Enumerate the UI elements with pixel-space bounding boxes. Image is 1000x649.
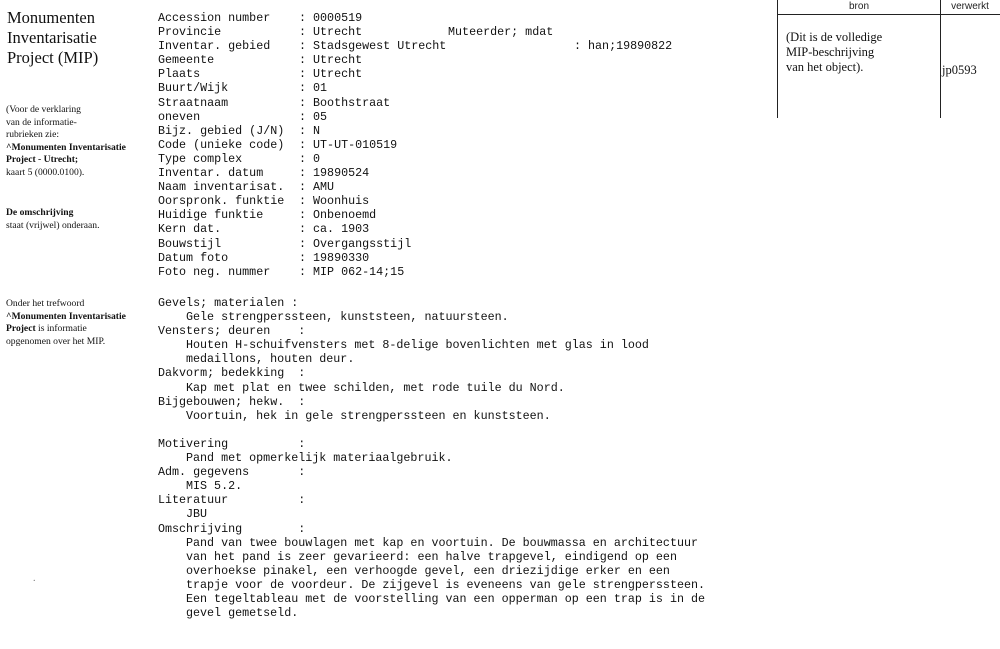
description-text-line: Kap met plat en twee schilden, met rode tuile du Nord. xyxy=(186,380,565,395)
description-text-line: Een tegeltableau met de voorstelling van een opperman op een trap is in de xyxy=(186,591,706,606)
field-value-text: Onbenoemd xyxy=(313,208,377,223)
note-line-bold: Project xyxy=(6,323,36,334)
description-text-line: Pand met opmerkelijk materiaalgebruik. xyxy=(186,451,453,466)
field-value-text: Stadsgewest Utrecht xyxy=(313,39,447,54)
mip-title-line: Monumenten xyxy=(7,8,95,27)
verwerkt-value: jp0593 xyxy=(942,63,977,77)
field-label: Gemeente xyxy=(158,53,215,68)
field-value-text: 0 xyxy=(313,151,321,166)
bron-text-line: MIP-beschrijving xyxy=(786,45,875,59)
description-text-line: medaillons, houten deur. xyxy=(186,352,355,367)
note-line xyxy=(6,154,146,167)
field-value-text: 19890330 xyxy=(313,250,370,265)
field-value xyxy=(299,53,362,67)
field-value xyxy=(299,96,390,110)
mip-title-line: Project (MIP) xyxy=(7,48,99,67)
note-trefwoord xyxy=(6,298,146,348)
field-separator: : xyxy=(299,222,314,237)
field-label: Naam inventarisat. xyxy=(158,180,285,195)
field-value xyxy=(299,194,369,208)
field-separator: : xyxy=(299,11,314,25)
note-line: Onder het trefwoord xyxy=(6,298,85,309)
description-text-line: Pand van twee bouwlagen met kap en voortuin. De bouwmassa en architectuur xyxy=(186,535,698,550)
field-label: Huidige funktie xyxy=(158,208,264,223)
field-label: Plaats xyxy=(158,67,201,82)
field-value xyxy=(299,67,362,81)
field-value-text: UT-UT-010519 xyxy=(313,137,398,152)
description-text-line: Voortuin, hek in gele strengperssteen en kunststeen. xyxy=(186,408,551,423)
stray-mark: . xyxy=(33,573,36,584)
field-separator: : xyxy=(299,39,314,54)
field-label: Inventar. gebied xyxy=(158,39,271,54)
field-value-text: 0000519 xyxy=(313,11,363,25)
field-value-text: 05 xyxy=(313,109,328,124)
field-value xyxy=(299,180,334,194)
field-value xyxy=(299,11,362,25)
field-separator: : xyxy=(299,180,314,195)
bron-text-line: van het object). xyxy=(786,60,864,74)
field-value xyxy=(299,222,369,236)
description-text-line: MIS 5.2. xyxy=(186,479,243,494)
field-separator: : xyxy=(299,81,314,96)
field-label: Bijz. gebied (J/N) xyxy=(158,123,285,138)
note-line: opgenomen over het MIP. xyxy=(6,335,106,347)
note-line xyxy=(6,142,146,155)
description-text-line: Houten H-schuifvensters met 8-delige bovenlichten met glas in lood xyxy=(186,338,649,353)
field-separator: : xyxy=(299,208,314,223)
field-separator: : xyxy=(299,95,314,110)
field-value xyxy=(299,237,411,251)
field-separator: : xyxy=(299,109,314,124)
mip-title xyxy=(7,8,142,68)
bron-column xyxy=(777,0,941,118)
description-heading: Vensters; deuren : xyxy=(158,324,306,339)
mip-title-line: Inventarisatie xyxy=(7,28,97,47)
field-value xyxy=(299,25,362,39)
field-separator: : xyxy=(299,264,314,279)
description-text-line: Gele strengperssteen, kunststeen, natuursteen. xyxy=(186,310,509,325)
field-label: Foto neg. nummer xyxy=(158,264,271,279)
field-value xyxy=(299,251,369,265)
bron-text xyxy=(786,30,936,75)
description-heading: Motivering : xyxy=(158,436,306,451)
verwerkt-column xyxy=(940,0,1000,118)
field-label: Bouwstijl xyxy=(158,236,222,251)
note-line-bold: ^Monumenten Inventarisatie xyxy=(6,310,126,322)
field-value-text: 01 xyxy=(313,81,328,96)
field-separator: : xyxy=(299,137,314,152)
muteerder-value xyxy=(574,39,672,53)
field-separator: : xyxy=(299,67,314,82)
muteerder-label: Muteerder; mdat xyxy=(448,25,554,40)
field-label: Kern dat. xyxy=(158,222,222,237)
field-label: Code (unieke code) xyxy=(158,137,285,152)
description-text-line: overhoekse pinakel, een verhoogde gevel, een driezijdige erker en een xyxy=(186,563,670,578)
note-line-bold: De omschrijving xyxy=(6,207,74,218)
note-line: (Voor de verklaring xyxy=(6,104,81,115)
muteerder-field xyxy=(434,11,673,54)
field-label: Straatnaam xyxy=(158,95,229,110)
field-label: Accession number xyxy=(158,11,271,25)
description-heading: Bijgebouwen; hekw. : xyxy=(158,394,306,409)
field-value-text: MIP 062-14;15 xyxy=(313,264,405,279)
field-label: Datum foto xyxy=(158,250,229,265)
note-line-bold: ^Monumenten Inventarisatie xyxy=(6,141,126,153)
verwerkt-header: verwerkt xyxy=(940,0,1000,15)
field-value xyxy=(299,124,320,138)
field-separator: : xyxy=(299,151,314,166)
field-value-text: N xyxy=(313,123,321,138)
field-separator: : xyxy=(299,250,314,265)
field-separator: : xyxy=(299,53,314,68)
field-value xyxy=(299,166,369,180)
note-verklaring xyxy=(6,104,146,179)
field-value-text: Utrecht xyxy=(313,67,363,82)
field-value-text: ca. 1903 xyxy=(313,222,370,237)
bron-header: bron xyxy=(778,0,940,15)
field-value-text: Boothstraat xyxy=(313,95,391,110)
field-label: Provincie xyxy=(158,25,222,40)
description-heading: Dakvorm; bedekking : xyxy=(158,366,306,381)
description-heading: Gevels; materialen : xyxy=(158,296,299,310)
field-label: Type complex xyxy=(158,151,243,166)
description-heading: Literatuur : xyxy=(158,493,306,508)
note-line: kaart 5 (0000.0100). xyxy=(6,166,85,178)
field-value-text: Utrecht xyxy=(313,25,363,40)
note-line: rubrieken zie: xyxy=(6,129,60,140)
field-value xyxy=(299,152,320,166)
muteerder-value-text: han;19890822 xyxy=(588,39,673,54)
field-value-text: AMU xyxy=(313,180,335,195)
note-line xyxy=(6,311,146,324)
description-text-line: JBU xyxy=(186,507,208,522)
note-omschrijving xyxy=(6,207,146,232)
field-value xyxy=(299,208,376,222)
field-value xyxy=(299,138,397,152)
field-label: Oorspronk. funktie xyxy=(158,194,285,209)
field-label: Inventar. datum xyxy=(158,166,264,181)
description-text-line: trapje voor de voordeur. De zijgevel is eveneens van gele strengperssteen. xyxy=(186,577,706,592)
field-value-text: 19890524 xyxy=(313,166,370,181)
field-value xyxy=(299,39,446,53)
field-label: oneven xyxy=(158,109,201,124)
description-gap xyxy=(158,423,758,437)
description-text-line: van het pand is zeer gevarieerd: een halve trapgevel, eindigend op een xyxy=(186,549,677,564)
field-value xyxy=(299,81,327,95)
note-line-bold: Project - Utrecht; xyxy=(6,154,79,165)
field-value-text: Utrecht xyxy=(313,53,363,68)
field-value-text: Woonhuis xyxy=(313,194,370,209)
note-line: staat (vrijwel) onderaan. xyxy=(6,219,100,231)
field-separator: : xyxy=(299,25,314,40)
description-text-line: gevel gemetseld. xyxy=(186,606,299,621)
field-separator: : xyxy=(299,236,314,251)
note-line xyxy=(6,323,146,336)
note-line xyxy=(6,207,146,220)
field-value xyxy=(299,110,327,124)
field-value xyxy=(299,265,404,279)
field-separator: : xyxy=(299,194,314,209)
field-value-text: Overgangsstijl xyxy=(313,236,412,251)
description-heading: Omschrijving : xyxy=(158,521,306,536)
note-line: van de informatie- xyxy=(6,116,77,128)
description-heading: Adm. gegevens : xyxy=(158,465,306,480)
bron-text-line: (Dit is de volledige xyxy=(786,30,883,44)
description-block xyxy=(158,296,758,620)
note-line-rest: is informatie xyxy=(35,323,87,334)
bron-panel xyxy=(777,0,1000,118)
field-label: Buurt/Wijk xyxy=(158,81,229,96)
field-separator: : xyxy=(299,166,314,181)
muteerder-sep: : xyxy=(574,39,582,54)
field-separator: : xyxy=(299,123,314,138)
